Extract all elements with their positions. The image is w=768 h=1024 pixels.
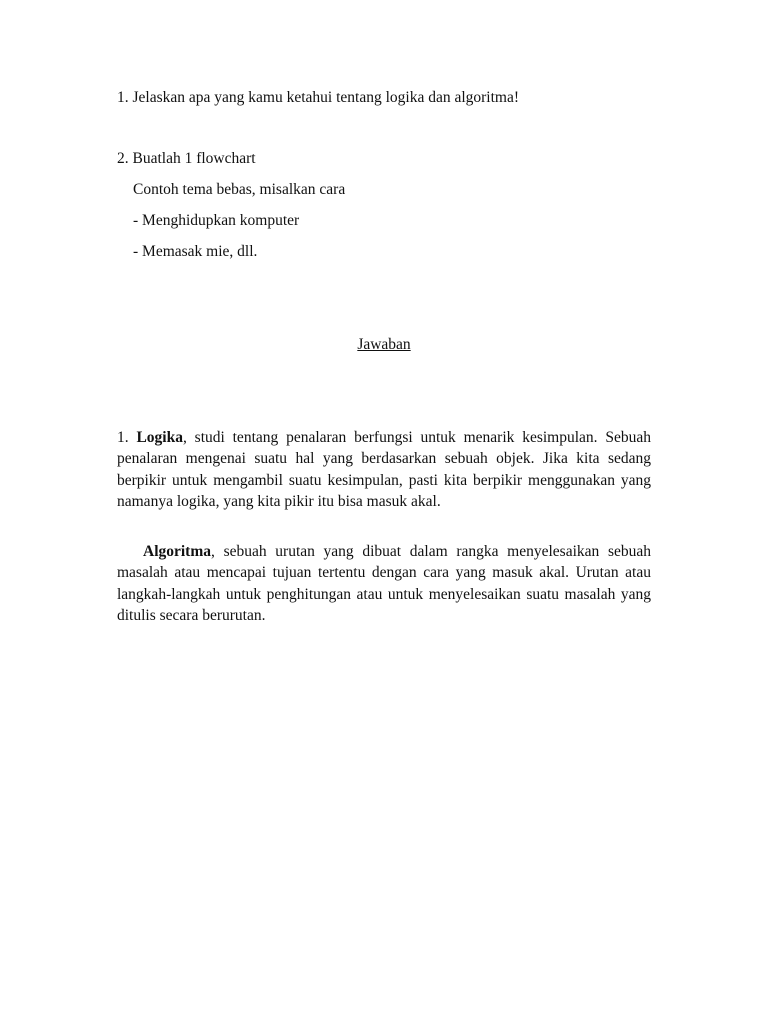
- question-1: 1. Jelaskan apa yang kamu ketahui tentang logika dan algoritma!: [117, 89, 520, 106]
- answer-2-term: Algoritma: [143, 543, 212, 560]
- question-2-example-item: - Memasak mie, dll.: [133, 243, 258, 260]
- answer-1-paragraph: [117, 427, 651, 512]
- question-2-example-intro: Contoh tema bebas, misalkan cara: [133, 181, 346, 198]
- question-2-example-item: - Menghidupkan komputer: [133, 212, 300, 229]
- answer-heading-text: Jawaban: [357, 336, 411, 353]
- answer-2-text: , sebuah urutan yang dibuat dalam rangka menyelesaikan sebuah masalah atau mencapai tujuan tertentu dengan cara yang masuk akal. Urutan atau langkah-langkah untuk penghitungan atau untuk menyelesaikan suatu masalah yang ditulis secara berurutan.: [117, 543, 651, 624]
- question-2: 2. Buatlah 1 flowchart: [117, 150, 256, 167]
- answer-2-paragraph: [117, 541, 651, 626]
- answer-1-text: , studi tentang penalaran berfungsi untuk menarik kesimpulan. Sebuah penalaran mengenai suatu hal yang berdasarkan sebuah objek. Jika kita sedang berpikir untuk mengambil suatu kesimpulan, pasti kita berpikir menggunakan yang namanya logika, yang kita pikir itu bisa masuk akal.: [117, 429, 651, 510]
- answer-heading: [0, 335, 768, 355]
- answer-1-term: Logika: [136, 429, 183, 446]
- answer-1-number: 1.: [117, 429, 137, 446]
